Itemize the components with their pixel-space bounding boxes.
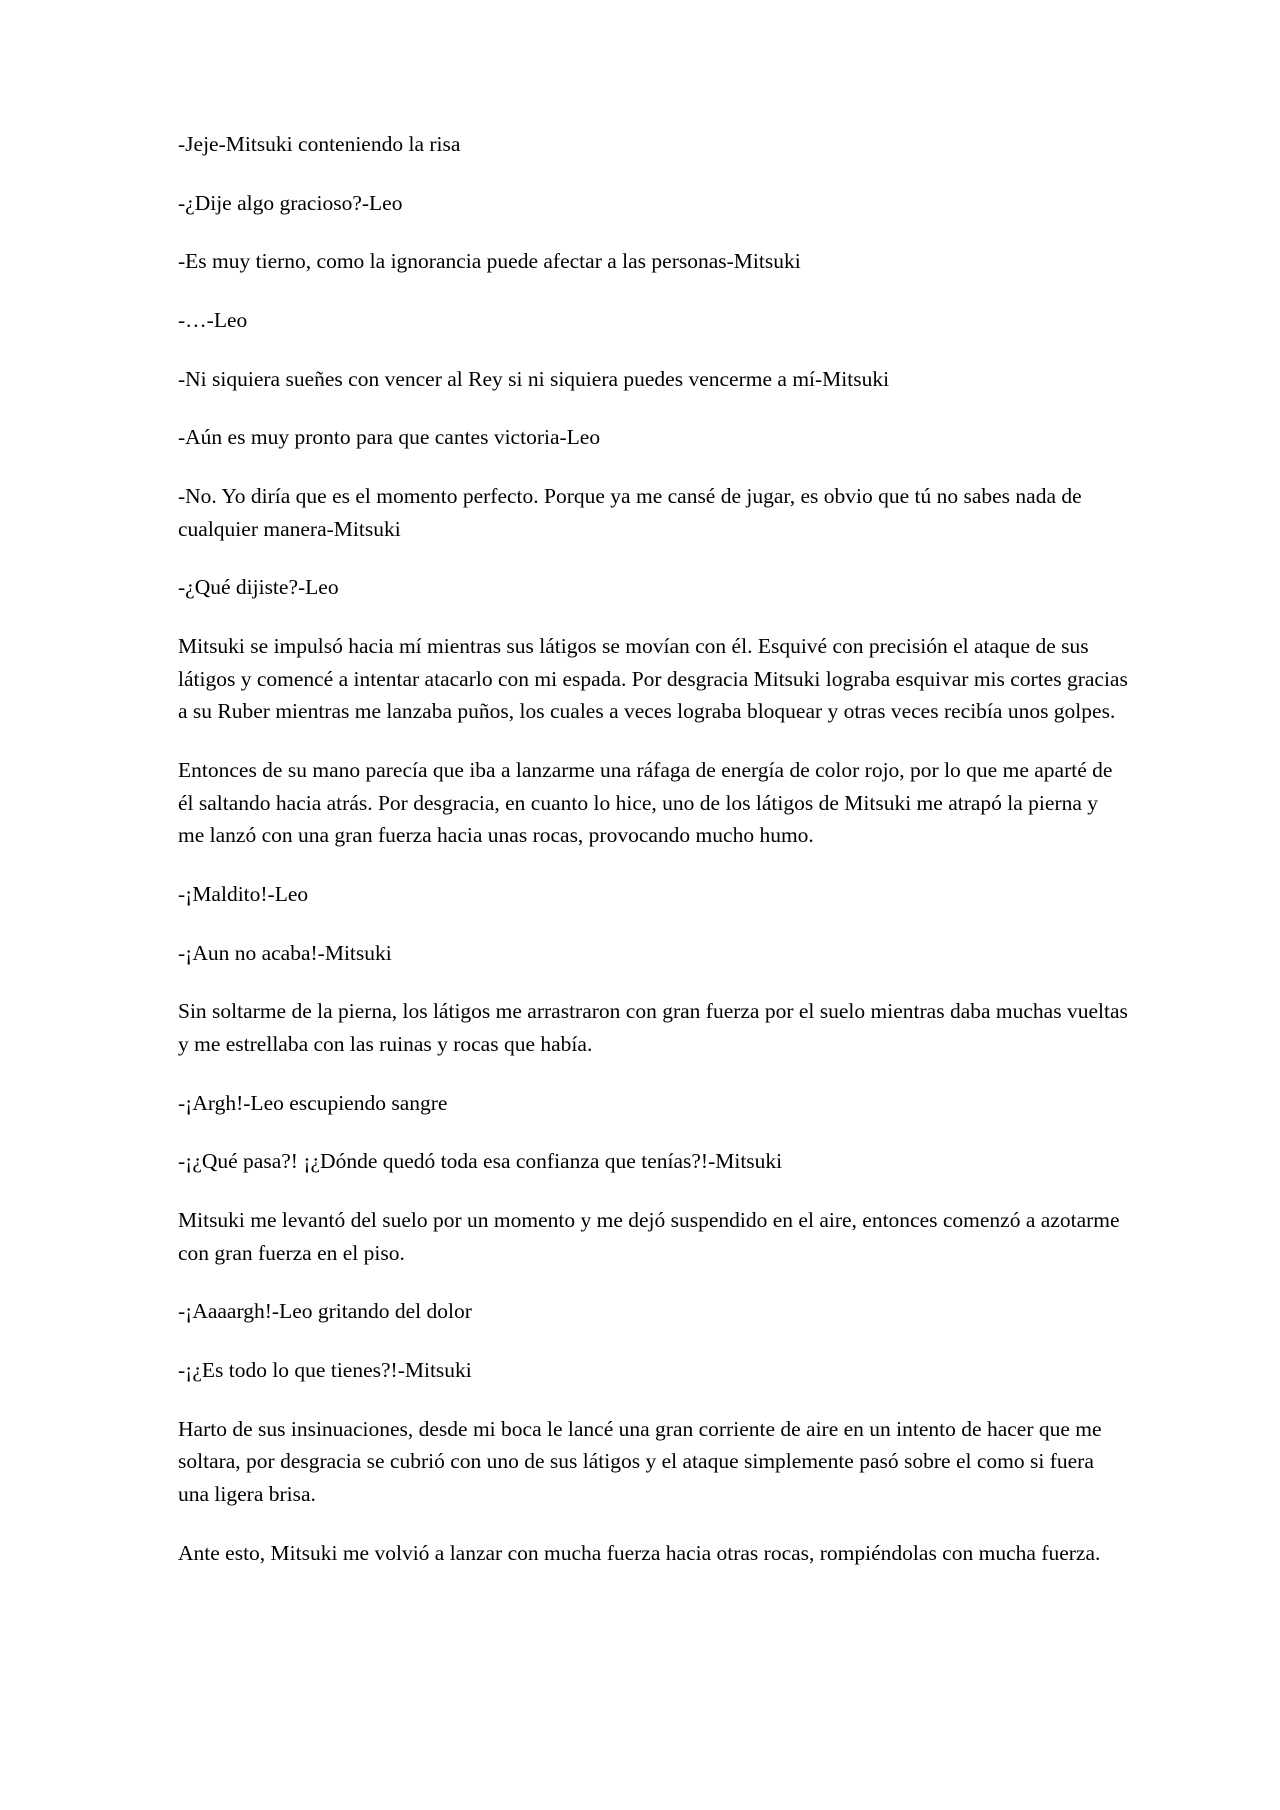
paragraph: -Jeje-Mitsuki conteniendo la risa [178,132,461,156]
paragraph: -Es muy tierno, como la ignorancia puede afectar a las personas-Mitsuki [178,249,801,274]
document-body [178,128,1134,1569]
paragraph: -¿Dije algo gracioso?-Leo [178,190,403,215]
paragraph: Mitsuki se impulsó hacia mí mientras sus látigos se movían con él. Esquivé con precisión el ataque de sus látigos y comencé a intentar atacarlo con mi espada. Por desgracia Mitsuki lograba esquivar mis cortes gracias a su Ruber mientras me lanzaba puños, los cuales a veces lograba bloquear y otras veces recibía unos golpes. [178,634,1134,724]
paragraph: Mitsuki me levantó del suelo por un momento y me dejó suspendido en el aire, entonces comenzó a azotarme con gran fuerza en el piso. [178,1208,1125,1265]
paragraph: -…-Leo [178,308,248,333]
paragraph: Ante esto, Mitsuki me volvió a lanzar con mucha fuerza hacia otras rocas, rompiéndolas con mucha fuerza. [178,1540,1101,1565]
paragraph: -¡Aaaargh!-Leo gritando del dolor [178,1299,472,1324]
paragraph: -¡¿Es todo lo que tienes?!-Mitsuki [178,1358,472,1383]
paragraph: -¿Qué dijiste?-Leo [178,575,339,600]
paragraph: Entonces de su mano parecía que iba a lanzarme una ráfaga de energía de color rojo, por lo que me aparté de él saltando hacia atrás. Por desgracia, en cuanto lo hice, uno de los látigos de Mitsuki me atrapó la pierna y me lanzó con una gran fuerza hacia unas rocas, provocando mucho humo. [178,758,1118,848]
paragraph: Sin soltarme de la pierna, los látigos me arrastraron con gran fuerza por el suelo mientras daba muchas vueltas y me estrellaba con las ruinas y rocas que había. [178,999,1134,1057]
paragraph: -No. Yo diría que es el momento perfecto. Porque ya me cansé de jugar, es obvio que tú no sabes nada de cualquier manera-Mitsuki [178,484,1088,541]
paragraph: -¡Aun no acaba!-Mitsuki [178,940,392,965]
paragraph: Harto de sus insinuaciones, desde mi boca le lancé una gran corriente de aire en un intento de hacer que me soltara, por desgracia se cubrió con uno de sus látigos y el ataque simplemente pasó sobre el como si fuera una ligera brisa. [178,1416,1107,1507]
paragraph: -Aún es muy pronto para que cantes victoria-Leo [178,425,601,450]
paragraph: -¡Maldito!-Leo [178,882,309,907]
paragraph: -Ni siquiera sueñes con vencer al Rey si ni siquiera puedes vencerme a mí-Mitsuki [178,366,890,391]
paragraph: -¡¿Qué pasa?! ¡¿Dónde quedó toda esa confianza que tenías?!-Mitsuki [178,1149,783,1174]
paragraph: -¡Argh!-Leo escupiendo sangre [178,1090,448,1115]
